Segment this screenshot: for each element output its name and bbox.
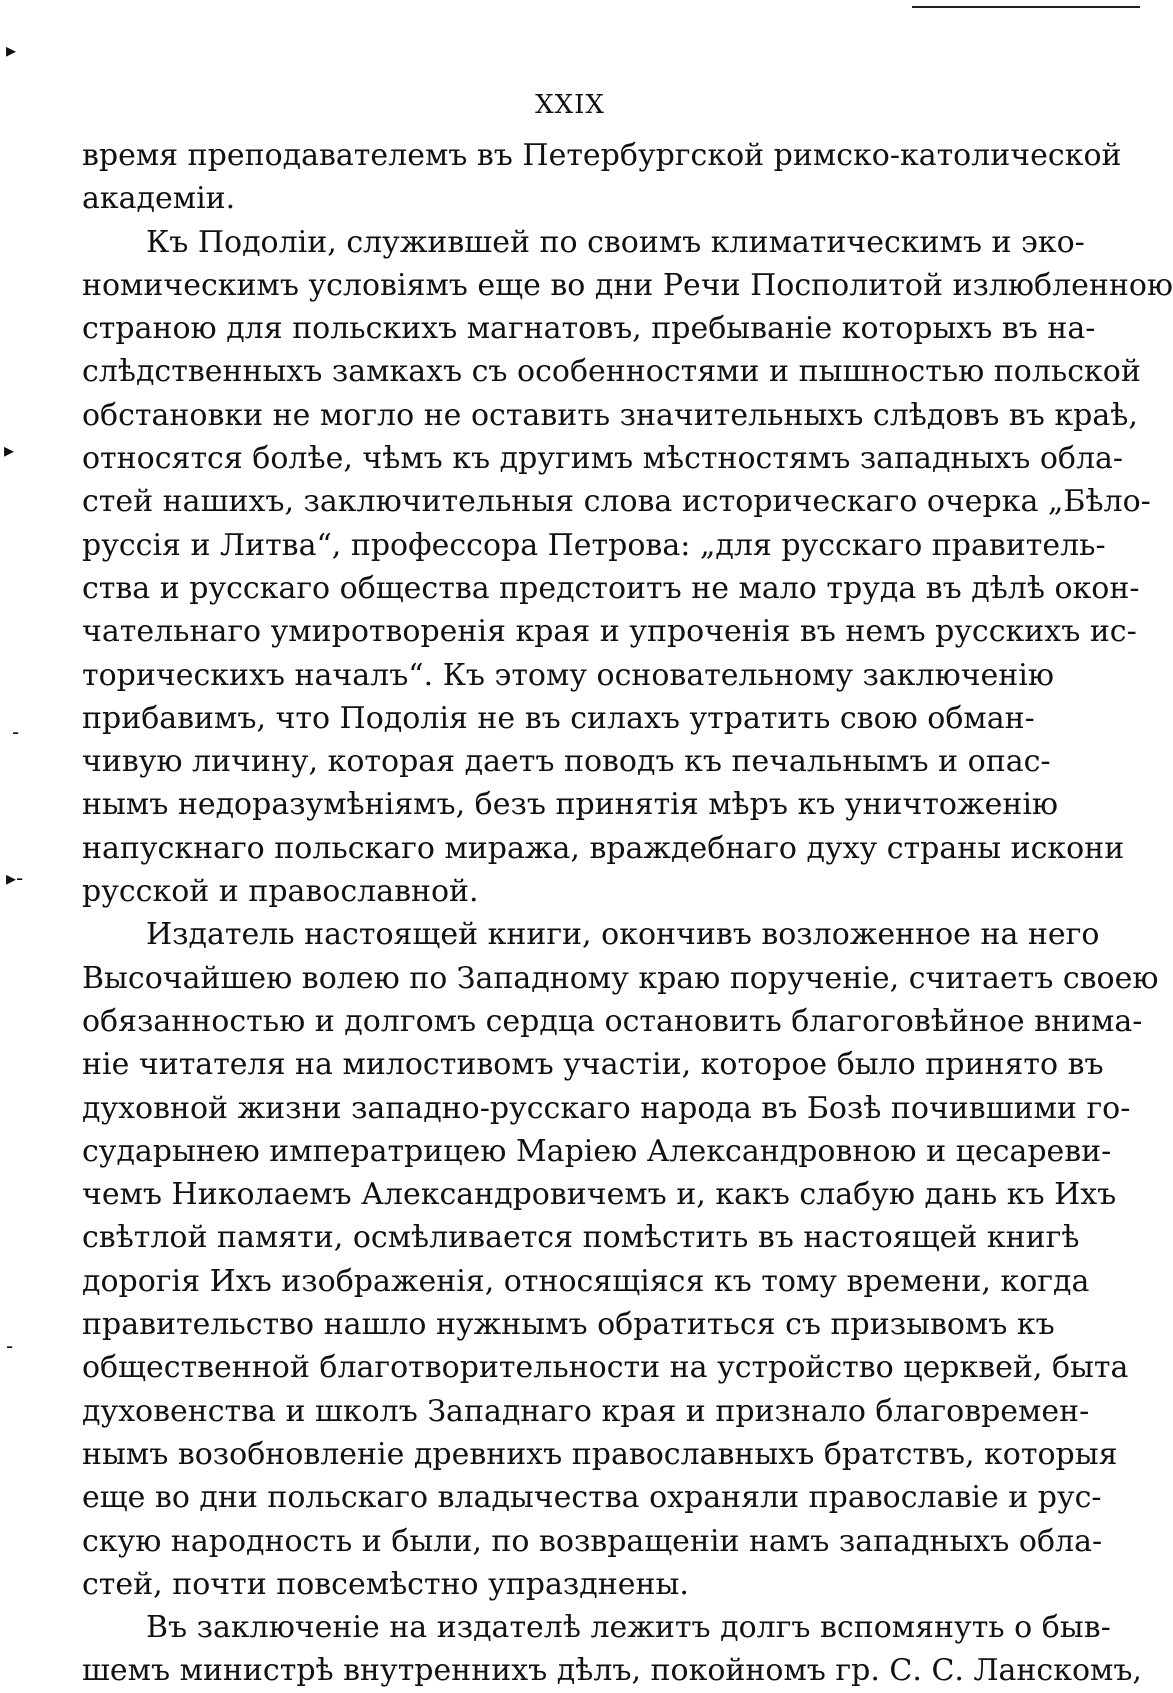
- text-line: дорогія Ихъ изображенія, относящіяся къ тому времени, когда: [82, 1263, 1090, 1299]
- text-line: обязанностью и долгомъ сердца остановить благоговѣйное внима-: [82, 1003, 1143, 1039]
- text-line: правительство нашло нужнымъ обратиться съ призывомъ къ: [82, 1307, 1055, 1343]
- text-line: чивую личину, которая даетъ поводъ къ печальнымъ и опас-: [82, 744, 1051, 780]
- text-line: свѣтлой памяти, осмѣливается помѣстить въ настоящей книгѣ: [82, 1220, 1080, 1256]
- text-line: номическимъ условіямъ еще во дни Речи Посполитой излюбленною: [82, 267, 1173, 303]
- text-column: [82, 134, 1173, 1693]
- text-line: шемъ министрѣ внутреннихъ дѣлъ, покойномъ гр. С. С. Ланскомъ,: [82, 1653, 1142, 1689]
- margin-mark: -: [6, 1334, 14, 1358]
- text-line: время преподавателемъ въ Петербургской римско-католической: [82, 138, 1122, 173]
- text-line: чательнаго умиротворенія края и упроченія въ немъ русскихъ ис-: [82, 614, 1137, 650]
- text-line: чемъ Николаемъ Александровичемъ и, какъ слабую дань къ Ихъ: [82, 1177, 1117, 1213]
- text-line: Издатель настоящей книги, окончивъ возложенное на него: [146, 917, 1100, 953]
- text-line: нымъ недоразумѣніямъ, безъ принятія мѣръ къ уничтоженію: [82, 787, 1059, 823]
- text-line: общественной благотворительности на устройство церквей, быта: [82, 1350, 1129, 1386]
- text-line: духовной жизни западно-русскаго народа въ Бозѣ почившими го-: [82, 1090, 1131, 1126]
- text-line: Къ Подоліи, служившей по своимъ климатическимъ и эко-: [146, 224, 1085, 260]
- text-line: нымъ возобновленіе древнихъ православныхъ братствъ, которыя: [82, 1436, 1118, 1472]
- text-line: стей, почти повсемѣстно упразднены.: [82, 1566, 689, 1602]
- page-number: XXIX: [535, 90, 605, 120]
- text-line: сударынею императрицею Маріею Александровною и цесареви-: [82, 1133, 1112, 1169]
- text-line: ства и русскаго общества предстоитъ не мало труда въ дѣлѣ окон-: [82, 570, 1140, 606]
- text-line: ніе читателя на милостивомъ участіи, которое было принято въ: [82, 1047, 1104, 1083]
- top-rule: [912, 6, 1140, 8]
- text-line: стей нашихъ, заключительныя слова историческаго очерка „Бѣло-: [82, 484, 1151, 520]
- text-line: торическихъ началъ“. Къ этому основательному заключенію: [82, 657, 1054, 693]
- text-line: прибавимъ, что Подолія не въ силахъ утратить свою обман-: [82, 700, 1035, 736]
- text-line: Въ заключеніе на издателѣ лежитъ долгъ вспомянуть о быв-: [146, 1610, 1111, 1646]
- text-line: обстановки не могло не оставить значительныхъ слѣдовъ въ краѣ,: [82, 397, 1138, 433]
- text-line: еще во дни польскаго владычества охраняли православіе и рус-: [82, 1480, 1102, 1516]
- margin-mark: ▸: [6, 38, 17, 62]
- text-line: Высочайшею волею по Западному краю порученіе, считаетъ своею: [82, 960, 1159, 996]
- text-line: русской и православной.: [82, 874, 479, 910]
- margin-mark: ▸-: [6, 866, 24, 890]
- margin-mark: -: [12, 720, 20, 744]
- text-line: страною для польскихъ магнатовъ, пребываніе которыхъ въ на-: [82, 311, 1096, 347]
- text-line: слѣдственныхъ замкахъ съ особенностями и пышностью польской: [82, 354, 1141, 390]
- text-line: напускнаго польскаго миража, враждебнаго духу страны искони: [82, 830, 1125, 866]
- text-line: академіи.: [82, 181, 236, 217]
- text-line: относятся болѣе, чѣмъ къ другимъ мѣстностямъ западныхъ обла-: [82, 441, 1124, 477]
- text-line: духовенства и школъ Западнаго края и признало благовремен-: [82, 1393, 1090, 1429]
- text-line: скую народность и были, по возвращеніи намъ западныхъ обла-: [82, 1523, 1103, 1559]
- text-line: руссія и Литва“, профессора Петрова: „для русскаго правитель-: [82, 527, 1106, 563]
- margin-mark: ▸: [4, 438, 15, 462]
